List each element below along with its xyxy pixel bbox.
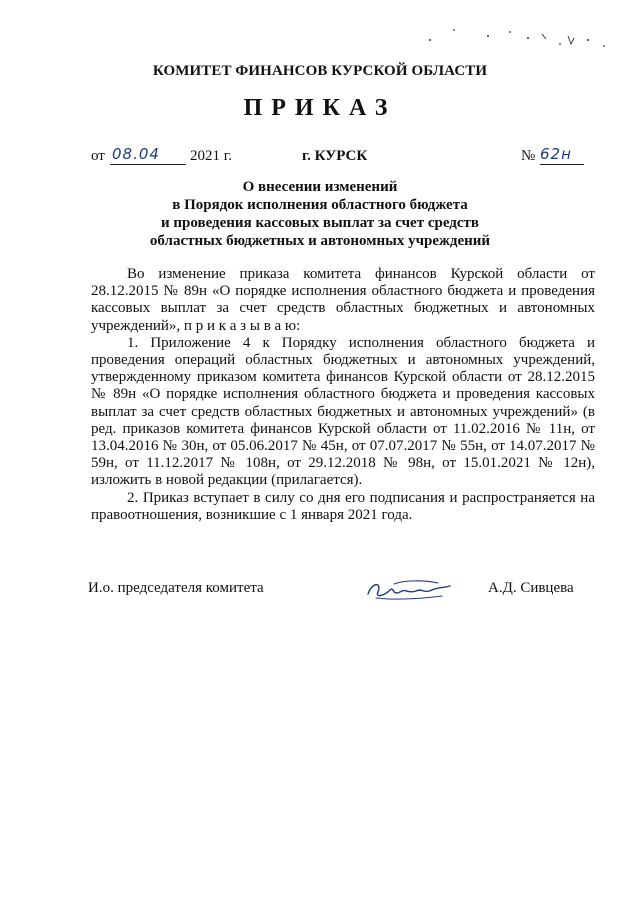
order-body xyxy=(91,266,595,524)
document-type: ПРИКАЗ xyxy=(243,95,397,121)
committee-name: КОМИТЕТ ФИНАНСОВ КУРСКОЙ ОБЛАСТИ xyxy=(152,63,488,79)
subject-line: в Порядок исполнения областного бюджета xyxy=(172,197,468,213)
subject-line: областных бюджетных и автономных учреждений xyxy=(149,233,491,249)
item-2-paragraph: 2. Приказ вступает в силу со дня его подписания и распространяется на правоотношения, возникшие с 1 января 2021 года. xyxy=(91,489,595,523)
number-field xyxy=(540,146,584,165)
date-prefix: от xyxy=(91,148,105,164)
order-subject xyxy=(0,178,640,250)
subject-line: О внесении изменений xyxy=(242,179,398,195)
handwritten-number: 62н xyxy=(540,145,572,163)
signatory-title: И.о. председателя комитета xyxy=(88,580,264,596)
handwritten-signature xyxy=(364,574,460,604)
date-field xyxy=(110,146,186,165)
scan-specks xyxy=(418,18,618,58)
city: г. КУРСК xyxy=(302,148,368,164)
item-1-paragraph: 1. Приложение 4 к Порядку исполнения областного бюджета и проведения операций областных бюджетных и автономных учреждений, утвержденному приказом комитета финансов Курской области от 28.12.2015 № 89н «О порядке исполнения областного бюджета и проведения кассовых выплат за счет средств областных бюджетных и автономных учреждений» (в ред. приказов комитета финансов Курской области от 11.02.2016 № 11н, от 13.04.2016 № 30н, от 05.06.2017 № 45н, от 07.07.2017 № 55н, от 14.07.2017 № 59н, от 11.12.2017 № 108н, от 29.12.2018 № 98н, от 15.01.2021 № 12н), изложить в новой редакции (прилагается). xyxy=(91,334,595,489)
number-sign: № xyxy=(521,148,536,164)
date-year: 2021 г. xyxy=(190,148,232,164)
date-number-line xyxy=(0,146,640,170)
preamble-paragraph: Во изменение приказа комитета финансов Курской области от 28.12.2015 № 89н «О порядке исполнения областного бюджета и проведения кассовых выплат за счет средств областных бюджетных и автономных учреждений», п р и к а з ы в а ю: xyxy=(91,266,595,334)
signature-block xyxy=(0,578,640,618)
subject-line: и проведения кассовых выплат за счет средств xyxy=(160,215,480,231)
handwritten-date: 08.04 xyxy=(112,145,160,163)
signatory-name: А.Д. Сивцева xyxy=(488,580,574,596)
